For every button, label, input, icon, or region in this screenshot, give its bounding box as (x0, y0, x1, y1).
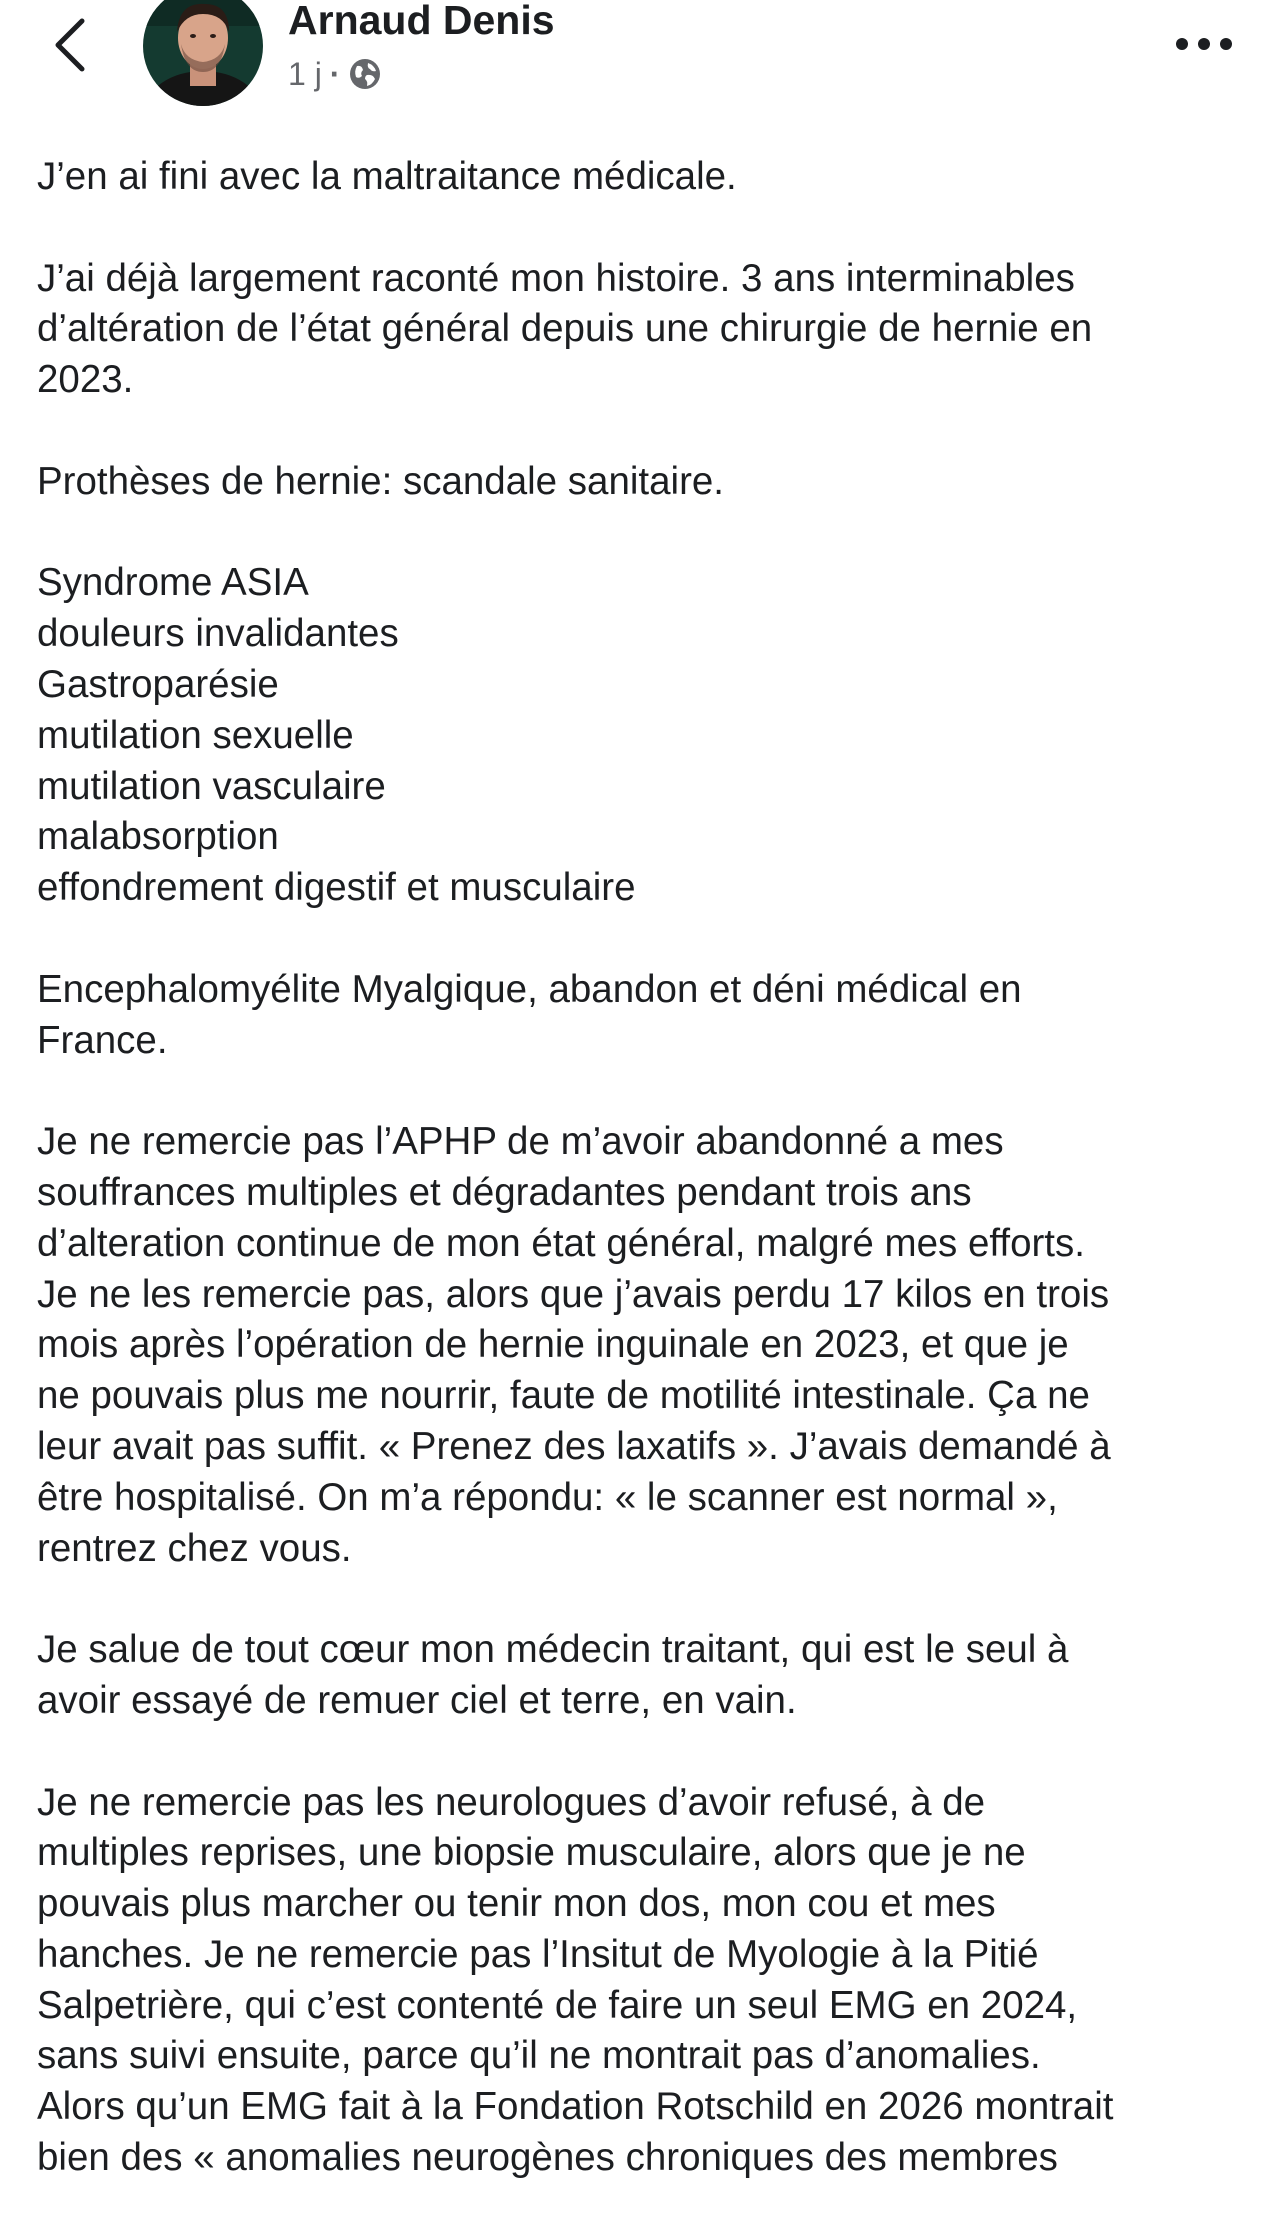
post-text-line: Alors qu’un EMG fait à la Fondation Rotschild en 2026 montrait (37, 2085, 1114, 2129)
post-text-line: mois après l’opération de hernie inguinale en 2023, et que je (37, 1323, 1069, 1367)
more-options-button[interactable] (1164, 18, 1244, 70)
post-text-line: Je ne remercie pas les neurologues d’avoir refusé, à de (37, 1780, 986, 1824)
post-header (0, 0, 1272, 120)
author-name[interactable]: Arnaud Denis (288, 0, 555, 43)
post-text-line: Je salue de tout cœur mon médecin traitant, qui est le seul à (37, 1628, 1069, 1672)
meta-separator: · (329, 55, 341, 92)
post-text-line: J’en ai fini avec la maltraitance médicale. (37, 155, 737, 198)
chevron-left-icon (50, 15, 90, 75)
post-text-line: malabsorption (37, 815, 279, 859)
post-text-line: souffrances multiples et dégradantes pendant trois ans (37, 1170, 972, 1214)
post-text-line: Gastroparésie (37, 662, 279, 706)
post-paragraph (37, 457, 1247, 508)
post-paragraph (37, 1778, 1247, 2184)
post-text-line: ne pouvais plus me nourrir, faute de motilité intestinale. Ça ne (37, 1374, 1090, 1418)
back-button[interactable] (44, 10, 96, 80)
post-text-line: France. (37, 1018, 168, 1062)
post-paragraph (37, 152, 1247, 203)
post-text-line: d’alteration continue de mon état général, malgré mes efforts. (37, 1221, 1085, 1265)
post-text-line: mutilation sexuelle (37, 713, 354, 757)
post-text-line: douleurs invalidantes (37, 612, 399, 656)
post-paragraph (37, 1117, 1247, 1574)
post-text-line: J’ai déjà largement raconté mon histoire. 3 ans interminables (37, 256, 1075, 300)
post-text-line: Je ne remercie pas l’APHP de m’avoir abandonné a mes (37, 1120, 1004, 1164)
post-paragraph (37, 254, 1247, 406)
post-text-line: Salpetrière, qui c’est contenté de faire un seul EMG en 2024, (37, 1983, 1078, 2027)
avatar-image (143, 0, 263, 106)
post-text-line: Je ne les remercie pas, alors que j’avais perdu 17 kilos en trois (37, 1272, 1110, 1316)
post-text-line: Prothèses de hernie: scandale sanitaire. (37, 459, 725, 503)
avatar[interactable] (143, 0, 263, 106)
post-text-line: sans suivi ensuite, parce qu’il ne montrait pas d’anomalies. (37, 2034, 1041, 2078)
post-text-line: pouvais plus marcher ou tenir mon dos, mon cou et mes (37, 1882, 996, 1926)
more-horizontal-icon (1174, 36, 1234, 52)
post-paragraph (37, 1625, 1247, 1727)
post-text-line: d’altération de l’état général depuis une chirurgie de hernie en (37, 307, 1093, 351)
post-text-line: effondrement digestif et musculaire (37, 866, 636, 910)
post-text-line: être hospitalisé. On m’a répondu: « le scanner est normal », (37, 1475, 1058, 1519)
post-text-line: leur avait pas suffit. « Prenez des laxatifs ». J’avais demandé à (37, 1424, 1111, 1468)
post-meta (288, 52, 382, 96)
post-time[interactable]: 1 j (288, 55, 322, 92)
post-text-line: bien des « anomalies neurogènes chroniques des membres (37, 2136, 1058, 2180)
post-text-line: Syndrome ASIA (37, 561, 309, 605)
globe-icon (348, 57, 382, 91)
post-paragraph (37, 558, 1247, 914)
post-text-line: hanches. Je ne remercie pas l’Insitut de Myologie à la Pitié (37, 1932, 1039, 1976)
post-text-line: Encephalomyélite Myalgique, abandon et déni médical en (37, 967, 1022, 1011)
post-paragraph (37, 965, 1247, 1067)
post-text (37, 152, 1247, 2235)
post-text-line: multiples reprises, une biopsie musculaire, alors que je ne (37, 1831, 1026, 1875)
post-text-line: avoir essayé de remuer ciel et terre, en vain. (37, 1678, 797, 1722)
post-text-line: mutilation vasculaire (37, 764, 386, 808)
post-text-line: 2023. (37, 358, 134, 402)
post-text-line: rentrez chez vous. (37, 1526, 352, 1570)
